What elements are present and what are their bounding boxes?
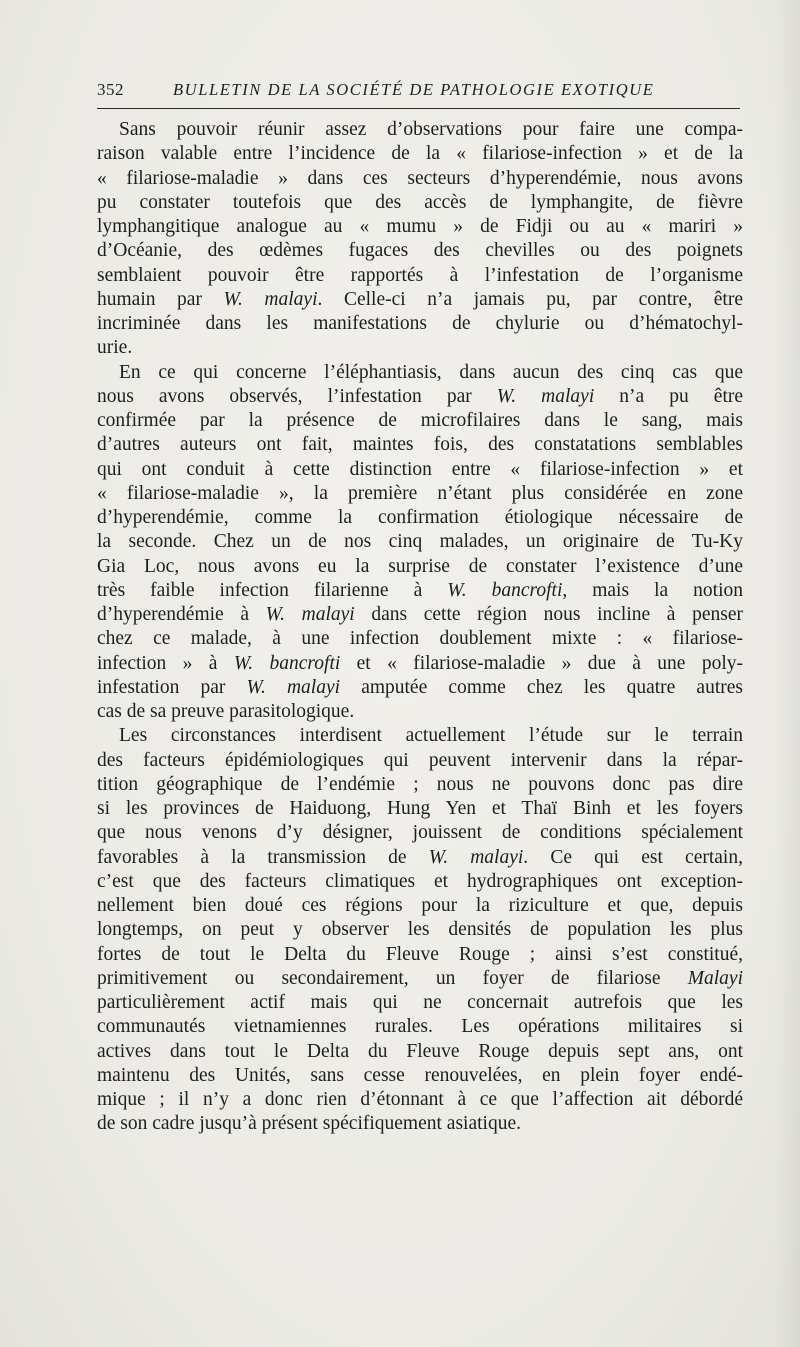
running-header (97, 80, 737, 106)
text-line: confirmée par la présence de microfilaires dans le sang, mais (97, 410, 743, 431)
text-line: En ce qui concerne l’éléphantiasis, dans aucun des cinq cas que (119, 361, 743, 383)
text-line: que nous venons d’y désigner, jouissent de conditions spécialement (97, 822, 743, 844)
text-line: nellement bien doué ces régions pour la riziculture et que, depuis (97, 895, 743, 916)
text-line: Sans pouvoir réunir assez d’observations pour faire une compa- (119, 119, 743, 140)
text-line: particulièrement actif mais qui ne concernait autrefois que les (97, 992, 743, 1013)
text-line: si les provinces de Haiduong, Hung Yen et Thaï Binh et les foyers (97, 798, 743, 819)
text-line: pu constater toutefois que des accès de lymphangite, de fièvre (97, 191, 743, 213)
running-title: BULLETIN DE LA SOCIÉTÉ DE PATHOLOGIE EXOTIQUE (173, 80, 655, 99)
text-line: communautés vietnamiennes rurales. Les opérations militaires si (97, 1016, 743, 1038)
text-line: chez ce malade, à une infection doublement mixte : « filariose- (97, 628, 743, 650)
text-line: qui ont conduit à cette distinction entre « filariose-infection » et (97, 458, 743, 480)
text-line: infestation par W. malayi amputée comme chez les quatre autres (97, 676, 743, 698)
page-fold-shadow (774, 0, 800, 1347)
text-line: « filariose-maladie » dans ces secteurs d’hyperendémie, nous avons (97, 167, 743, 189)
text-line: nous avons observés, l’infestation par W. malayi n’a pu être (97, 385, 744, 407)
text-line: infection » à W. bancrofti et « filariose-maladie » due à une poly- (97, 652, 743, 674)
text-line: favorables à la transmission de W. malayi. Ce qui est certain, (97, 846, 743, 868)
text-line: tition géographique de l’endémie ; nous ne pouvons donc pas dire (97, 773, 743, 795)
text-line: « filariose-maladie », la première n’étant plus considérée en zone (97, 482, 743, 504)
text-line: la seconde. Chez un de nos cinq malades, un originaire de Tu-Ky (97, 531, 743, 553)
text-line: des facteurs épidémiologiques qui peuvent intervenir dans la répar- (97, 749, 743, 771)
text-line: raison valable entre l’incidence de la « filariose-infection » et de la (97, 143, 743, 165)
text-line: humain par W. malayi. Celle-ci n’a jamais pu, par contre, être (97, 288, 743, 310)
text-line: Gia Loc, nous avons eu la surprise de constater l’existence d’une (97, 555, 743, 577)
text-line: d’hyperendémie à W. malayi dans cette région nous incline à penser (97, 604, 743, 625)
text-line: semblaient pouvoir être rapportés à l’infestation de l’organisme (97, 264, 743, 286)
paragraph-3 (97, 724, 743, 1136)
text-line: d’Océanie, des œdèmes fugaces des chevilles ou des poignets (97, 240, 743, 262)
text-line: incriminée dans les manifestations de chylurie ou d’hématochyl- (97, 313, 743, 334)
article-body (97, 118, 743, 1137)
text-line: de son cadre jusqu’à présent spécifiquement asiatique. (97, 1113, 521, 1135)
text-line: très faible infection filarienne à W. bancrofti, mais la notion (97, 579, 743, 601)
text-line: longtemps, on peut y observer les densités de population les plus (97, 919, 743, 941)
page-number: 352 (97, 80, 124, 99)
paragraph-2 (97, 361, 743, 725)
text-line: c’est que des facteurs climatiques et hydrographiques ont exception- (97, 870, 743, 892)
header-rule (97, 108, 740, 109)
text-line: maintenu des Unités, sans cesse renouvelées, en plein foyer endé- (97, 1064, 743, 1086)
text-line: fortes de tout le Delta du Fleuve Rouge ; ainsi s’est constitué, (97, 943, 743, 965)
text-line: d’hyperendémie, comme la confirmation étiologique nécessaire de (97, 507, 743, 528)
text-line: d’autres auteurs ont fait, maintes fois, des constatations semblables (97, 434, 743, 456)
text-line: cas de sa preuve parasitologique. (97, 701, 355, 722)
text-line: actives dans tout le Delta du Fleuve Rouge depuis sept ans, ont (97, 1040, 743, 1062)
text-line: Les circonstances interdisent actuellement l’étude sur le terrain (119, 725, 743, 747)
text-line: urie. (97, 337, 133, 359)
paragraph-1 (97, 118, 743, 361)
text-line: mique ; il n’y a donc rien d’étonnant à ce que l’affection ait débordé (97, 1089, 743, 1110)
text-line: primitivement ou secondairement, un foyer de filariose Malayi (97, 967, 743, 989)
text-line: lymphangitique analogue au « mumu » de Fidji ou au « mariri » (97, 216, 743, 237)
